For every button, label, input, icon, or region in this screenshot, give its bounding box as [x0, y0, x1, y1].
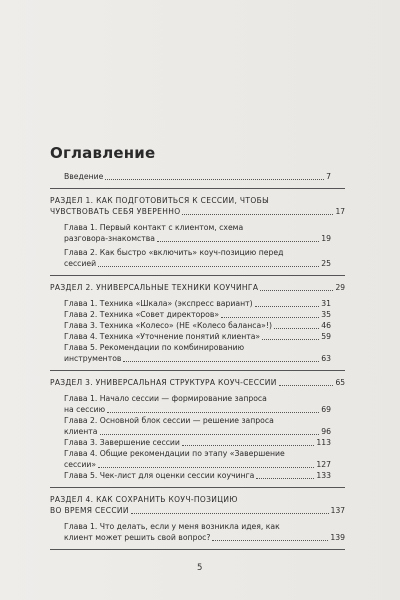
leader-dots	[279, 385, 334, 386]
leader-dots	[274, 328, 319, 329]
leader-dots	[255, 306, 320, 307]
entry-page: 96	[321, 427, 331, 436]
entry-page: 65	[335, 378, 345, 387]
leader-dots	[182, 214, 333, 215]
leader-dots	[98, 467, 314, 468]
toc-entry-s3c5[interactable]	[50, 470, 345, 481]
leader-dots	[123, 361, 319, 362]
leader-dots	[131, 513, 329, 514]
leader-dots	[212, 540, 328, 541]
toc-entry-s3c1[interactable]	[50, 393, 345, 415]
toc-entry-s3c3[interactable]	[50, 437, 345, 448]
entry-text-line2: клиент может решить свой вопрос?	[64, 533, 211, 542]
entry-text-line2: ЧУВСТВОВАТЬ СЕБЯ УВЕРЕННО	[50, 207, 181, 216]
entry-text: Глава 2. Основной блок сессии — решение запроса	[64, 416, 274, 425]
entry-page: 127	[316, 460, 331, 469]
entry-text: РАЗДЕЛ 4. КАК СОХРАНИТЬ КОУЧ-ПОЗИЦИЮ	[50, 495, 238, 504]
toc-entry-intro[interactable]	[50, 171, 345, 182]
entry-page: 139	[330, 533, 345, 542]
entry-page: 133	[316, 471, 331, 480]
entry-text: Глава 4. Общие рекомендации по этапу «Завершение	[64, 449, 285, 458]
toc-section-3[interactable]	[50, 377, 345, 388]
entry-text: Введение	[64, 172, 104, 181]
toc-entry-s2c5[interactable]	[50, 342, 345, 364]
page-number: 5	[197, 563, 203, 573]
entry-text: Глава 5. Рекомендации по комбинированию	[64, 343, 245, 352]
entry-text-line2: сессии»	[64, 460, 97, 469]
entry-page: 69	[321, 405, 331, 414]
toc-section-4[interactable]	[50, 494, 345, 516]
toc-section-1[interactable]	[50, 195, 345, 217]
leader-dots	[107, 412, 319, 413]
leader-dots	[260, 290, 333, 291]
entry-text: Глава 2. Как быстро «включить» коуч-позицию перед	[64, 248, 284, 257]
entry-text: Глава 1. Техника «Шкала» (экспресс вариант)	[64, 299, 253, 308]
entry-text-line2: инструментов	[64, 354, 122, 363]
entry-page: 19	[321, 234, 331, 243]
toc-title: Оглавление	[50, 144, 156, 162]
entry-page: 29	[335, 283, 345, 292]
entry-text-line2: ВО ВРЕМЯ СЕССИИ	[50, 506, 129, 515]
entry-text: РАЗДЕЛ 1. КАК ПОДГОТОВИТЬСЯ К СЕССИИ, ЧТОБЫ	[50, 196, 270, 205]
entry-page: 25	[321, 259, 331, 268]
entry-text: Глава 1. Начало сессии — формирование запроса	[64, 394, 267, 403]
entry-page: 17	[335, 207, 345, 216]
toc-entry-s2c4[interactable]	[50, 331, 345, 342]
entry-text: Глава 1. Первый контакт с клиентом, схема	[64, 223, 244, 232]
section-divider	[50, 487, 345, 488]
entry-page: 137	[330, 506, 345, 515]
entry-text: Глава 4. Техника «Уточнение понятий клиента»	[64, 332, 261, 341]
entry-text: Глава 3. Техника «Колесо» (НЕ «Колесо баланса»!)	[64, 321, 272, 330]
entry-text: Глава 2. Техника «Совет директоров»	[64, 310, 220, 319]
entry-page: 63	[321, 354, 331, 363]
toc-entry-s2c2[interactable]	[50, 309, 345, 320]
entry-text-line2: клиента	[64, 427, 98, 436]
entry-page: 31	[321, 299, 331, 308]
entry-text: Глава 5. Чек-лист для оценки сессии коучинга	[64, 471, 255, 480]
entry-page: 59	[321, 332, 331, 341]
toc-entry-s1c2[interactable]	[50, 247, 345, 269]
entry-page: 46	[321, 321, 331, 330]
toc-entry-s4c1[interactable]	[50, 521, 345, 543]
entry-page: 113	[316, 438, 331, 447]
leader-dots	[256, 478, 314, 479]
toc-entry-s3c4[interactable]	[50, 448, 345, 470]
leader-dots	[221, 317, 319, 318]
section-divider	[50, 549, 345, 550]
toc-entry-s2c1[interactable]	[50, 298, 345, 309]
section-divider	[50, 370, 345, 371]
leader-dots	[182, 445, 314, 446]
table-of-contents	[50, 171, 345, 556]
leader-dots	[105, 179, 324, 180]
toc-entry-s1c1[interactable]	[50, 222, 345, 244]
entry-text: РАЗДЕЛ 2. УНИВЕРСАЛЬНЫЕ ТЕХНИКИ КОУЧИНГА	[50, 283, 259, 292]
section-divider	[50, 275, 345, 276]
leader-dots	[98, 266, 319, 267]
toc-entry-s2c3[interactable]	[50, 320, 345, 331]
entry-text: Глава 1. Что делать, если у меня возникла идея, как	[64, 522, 280, 531]
toc-entry-s3c2[interactable]	[50, 415, 345, 437]
entry-text: РАЗДЕЛ 3. УНИВЕРСАЛЬНАЯ СТРУКТУРА КОУЧ-СЕССИИ	[50, 378, 277, 387]
entry-page: 35	[321, 310, 331, 319]
leader-dots	[262, 339, 319, 340]
leader-dots	[157, 241, 319, 242]
entry-text-line2: на сессию	[64, 405, 106, 414]
entry-page: 7	[326, 172, 331, 181]
section-divider	[50, 188, 345, 189]
entry-text-line2: сессией	[64, 259, 97, 268]
leader-dots	[100, 434, 320, 435]
toc-section-2[interactable]	[50, 282, 345, 293]
entry-text: Глава 3. Завершение сессии	[64, 438, 180, 447]
entry-text-line2: разговора-знакомства	[64, 234, 155, 243]
